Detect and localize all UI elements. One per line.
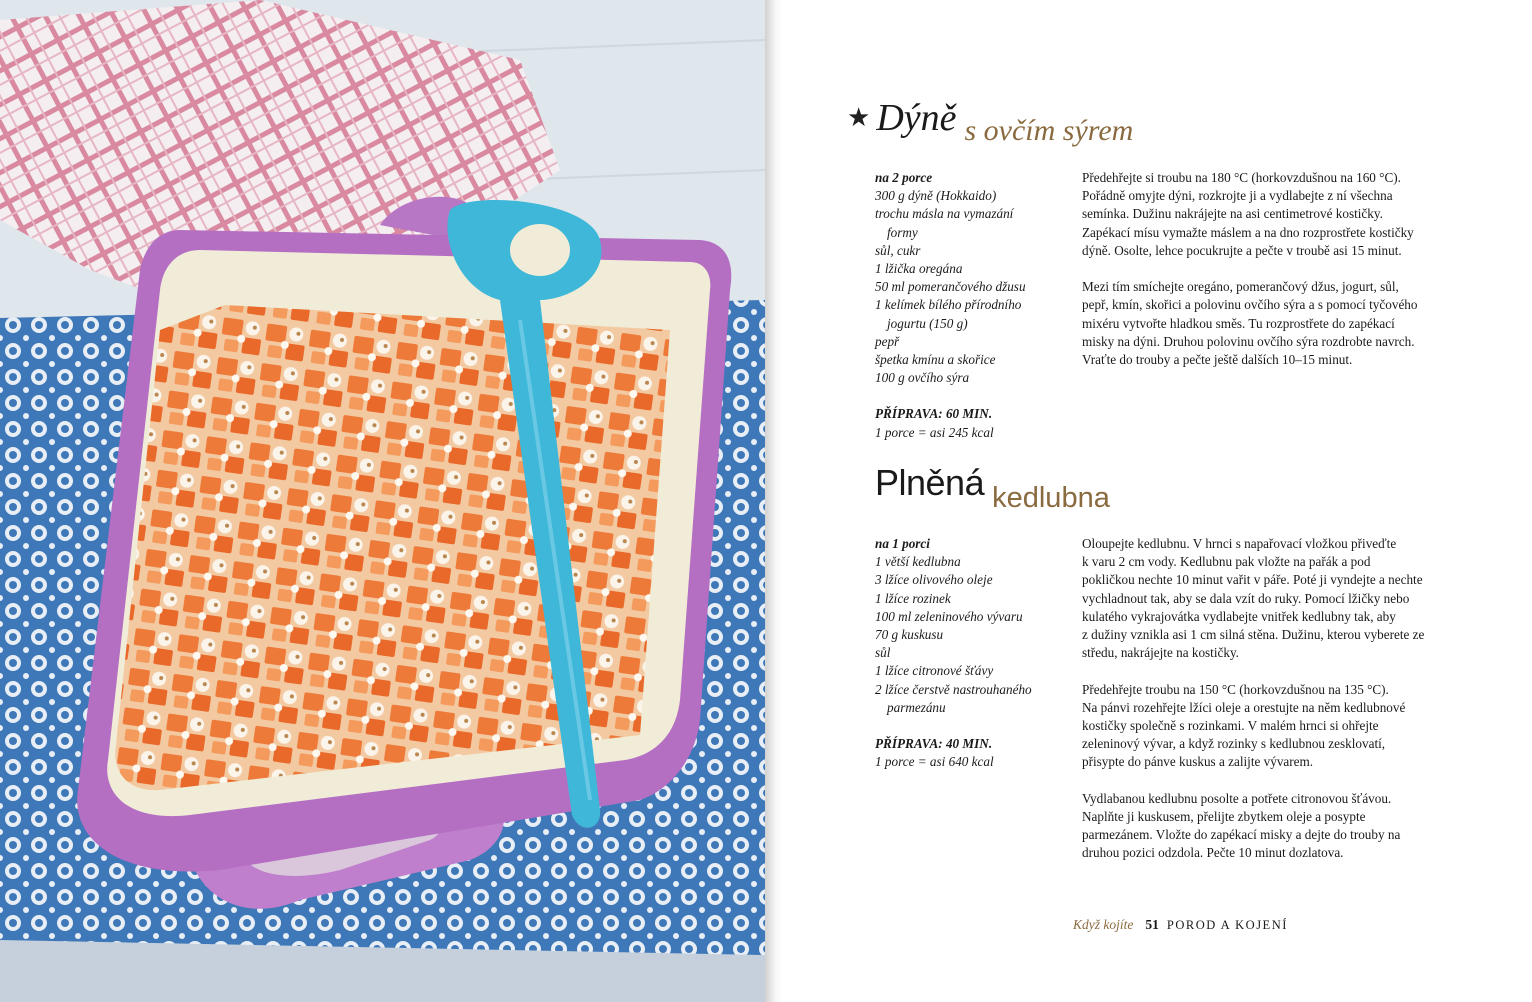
ingredient: pepř xyxy=(875,333,900,349)
method-line: z dužiny vznikla asi 1 cm silná stěna. Dužinu, kterou vyberete ze xyxy=(1082,627,1425,643)
baked-pumpkin-dish-image xyxy=(0,0,765,1002)
ingredient: špetka kmínu a skořice xyxy=(875,352,996,368)
method-line: Předehřejte si troubu na 180 °C (horkovzdušnou na 160 °C). xyxy=(1082,170,1401,185)
recipe-photo xyxy=(0,0,765,1002)
recipe1-title xyxy=(847,96,1134,147)
ingredient: 3 lžíce olivového oleje xyxy=(875,572,993,588)
method-line: pokličkou nechte 10 minut vařit v páře. Poté ji vyndejte a nechte xyxy=(1082,572,1423,588)
ingredient: 1 kelímek bílého přírodního xyxy=(875,297,1022,313)
recipe2-prep-time: PŘÍPRAVA: 40 MIN. xyxy=(875,736,993,752)
method-line: Oloupejte kedlubnu. V hrnci s napařovací vložkou přiveďte xyxy=(1082,536,1397,551)
recipe1-prep-time: PŘÍPRAVA: 60 MIN. xyxy=(875,406,993,422)
method-line: kostičky společně s rozinkami. V malém hrnci si ohřejte xyxy=(1082,718,1379,734)
ingredient: 1 lžíce citronové šťávy xyxy=(875,663,994,679)
method-line: k varu 2 cm vody. Kedlubnu pak vložte na pařák a pod xyxy=(1082,554,1371,570)
method-line: misky na dýni. Druhou polovinu ovčího sýra rozdrobte navrch. xyxy=(1082,333,1415,349)
ingredient: 100 ml zeleninového vývaru xyxy=(875,608,1023,624)
method-line: pepř, kmín, skořici a polovinu ovčího sýra a s pomocí tyčového xyxy=(1082,297,1418,313)
method-line: přisypte do pánve kuskus a zalijte vývarem. xyxy=(1082,754,1314,770)
ingredient: sůl, cukr xyxy=(875,242,921,258)
recipe1-ingredients xyxy=(875,169,1065,442)
recipe2-method xyxy=(1082,535,1454,863)
method-line: Zapékací mísu vymažte máslem a na dno rozprostřete kostičky xyxy=(1082,224,1414,240)
method-line: Vraťte do trouby a pečte ještě dalších 10–15 minut. xyxy=(1082,352,1353,368)
recipe2-title xyxy=(875,462,1110,514)
method-line: Vydlabanou kedlubnu posolte a potřete citronovou šťávou. xyxy=(1082,790,1392,806)
ingredient: formy xyxy=(887,224,918,240)
recipe2-kcal: 1 porce = asi 640 kcal xyxy=(875,754,994,770)
recipe-page xyxy=(783,0,1532,1002)
section-name: POROD A KOJENÍ xyxy=(1166,918,1288,932)
recipe1-title-main: Dýně xyxy=(876,97,957,139)
ingredient: 50 ml pomerančového džusu xyxy=(875,279,1026,295)
ingredient: jogurtu (150 g) xyxy=(887,315,968,331)
ingredient: 1 větší kedlubna xyxy=(875,554,961,570)
method-line: Naplňte ji kuskusem, přelijte zbytkem oleje a posypte xyxy=(1082,809,1366,825)
ingredient: trochu másla na vymazání xyxy=(875,206,1014,222)
ingredient: 300 g dýně (Hokkaido) xyxy=(875,188,997,204)
page-footer xyxy=(1073,917,1288,933)
method-line: parmezánem. Vložte do zapékací misky a dejte do trouby na xyxy=(1082,827,1401,843)
method-line: zeleninový vývar, a když rozinky s kedlubnou zesklovatí, xyxy=(1082,736,1386,752)
method-line: Mezi tím smíchejte oregáno, pomerančový džus, jogurt, sůl, xyxy=(1082,279,1399,295)
recipe1-servings: na 2 porce xyxy=(875,170,933,185)
method-line: Pořádně omyjte dýni, rozkrojte ji a vydlabejte z ní všechna xyxy=(1082,188,1393,204)
recipe1-title-sub: s ovčím sýrem xyxy=(964,114,1134,147)
ingredient: 2 lžíce čerstvě nastrouhaného xyxy=(875,681,1032,697)
star-icon: ★ xyxy=(847,103,871,133)
method-line: druhou pozici odzdola. Pečte 10 minut dozlatova. xyxy=(1082,845,1344,861)
ingredient: 1 lžička oregána xyxy=(875,261,963,277)
page-number: 51 xyxy=(1145,917,1159,932)
recipe2-servings: na 1 porci xyxy=(875,536,930,551)
method-line: Na pánvi rozehřejte lžíci oleje a orestujte na něm kedlubnové xyxy=(1082,699,1406,715)
ingredient: 70 g kuskusu xyxy=(875,627,944,643)
book-gutter-shadow xyxy=(765,0,783,1002)
method-line: středu, nakrájejte na kostičky. xyxy=(1082,645,1239,661)
recipe1-kcal: 1 porce = asi 245 kcal xyxy=(875,424,994,440)
recipe2-ingredients xyxy=(875,535,1065,771)
method-line: dýně. Osolte, lehce pocukrujte a pečte v troubě asi 15 minut. xyxy=(1082,242,1402,258)
method-line: semínka. Dužinu nakrájejte na asi centimetrové kostičky. xyxy=(1082,206,1383,222)
recipe1-method xyxy=(1082,169,1454,369)
method-line: kulatého vykrajovátka vydlabejte vnitřek kedlubny tak, aby xyxy=(1082,608,1396,624)
method-line: vychladnout tak, aby se dala vzít do ruky. Pomocí lžičky nebo xyxy=(1082,590,1410,606)
ingredient: 100 g ovčího sýra xyxy=(875,370,970,386)
method-line: mixéru vytvořte hladkou směs. Tu rozprostřete do zapékací xyxy=(1082,315,1395,331)
recipe2-title-sub: kedlubna xyxy=(992,482,1110,514)
ingredient: parmezánu xyxy=(887,699,946,715)
ingredient: 1 lžíce rozinek xyxy=(875,590,951,606)
chapter-name: Když kojíte xyxy=(1073,917,1134,932)
ingredient: sůl xyxy=(875,645,891,661)
recipe2-title-main: Plněná xyxy=(875,462,985,503)
method-line: Předehřejte troubu na 150 °C (horkovzdušnou na 135 °C). xyxy=(1082,681,1389,697)
